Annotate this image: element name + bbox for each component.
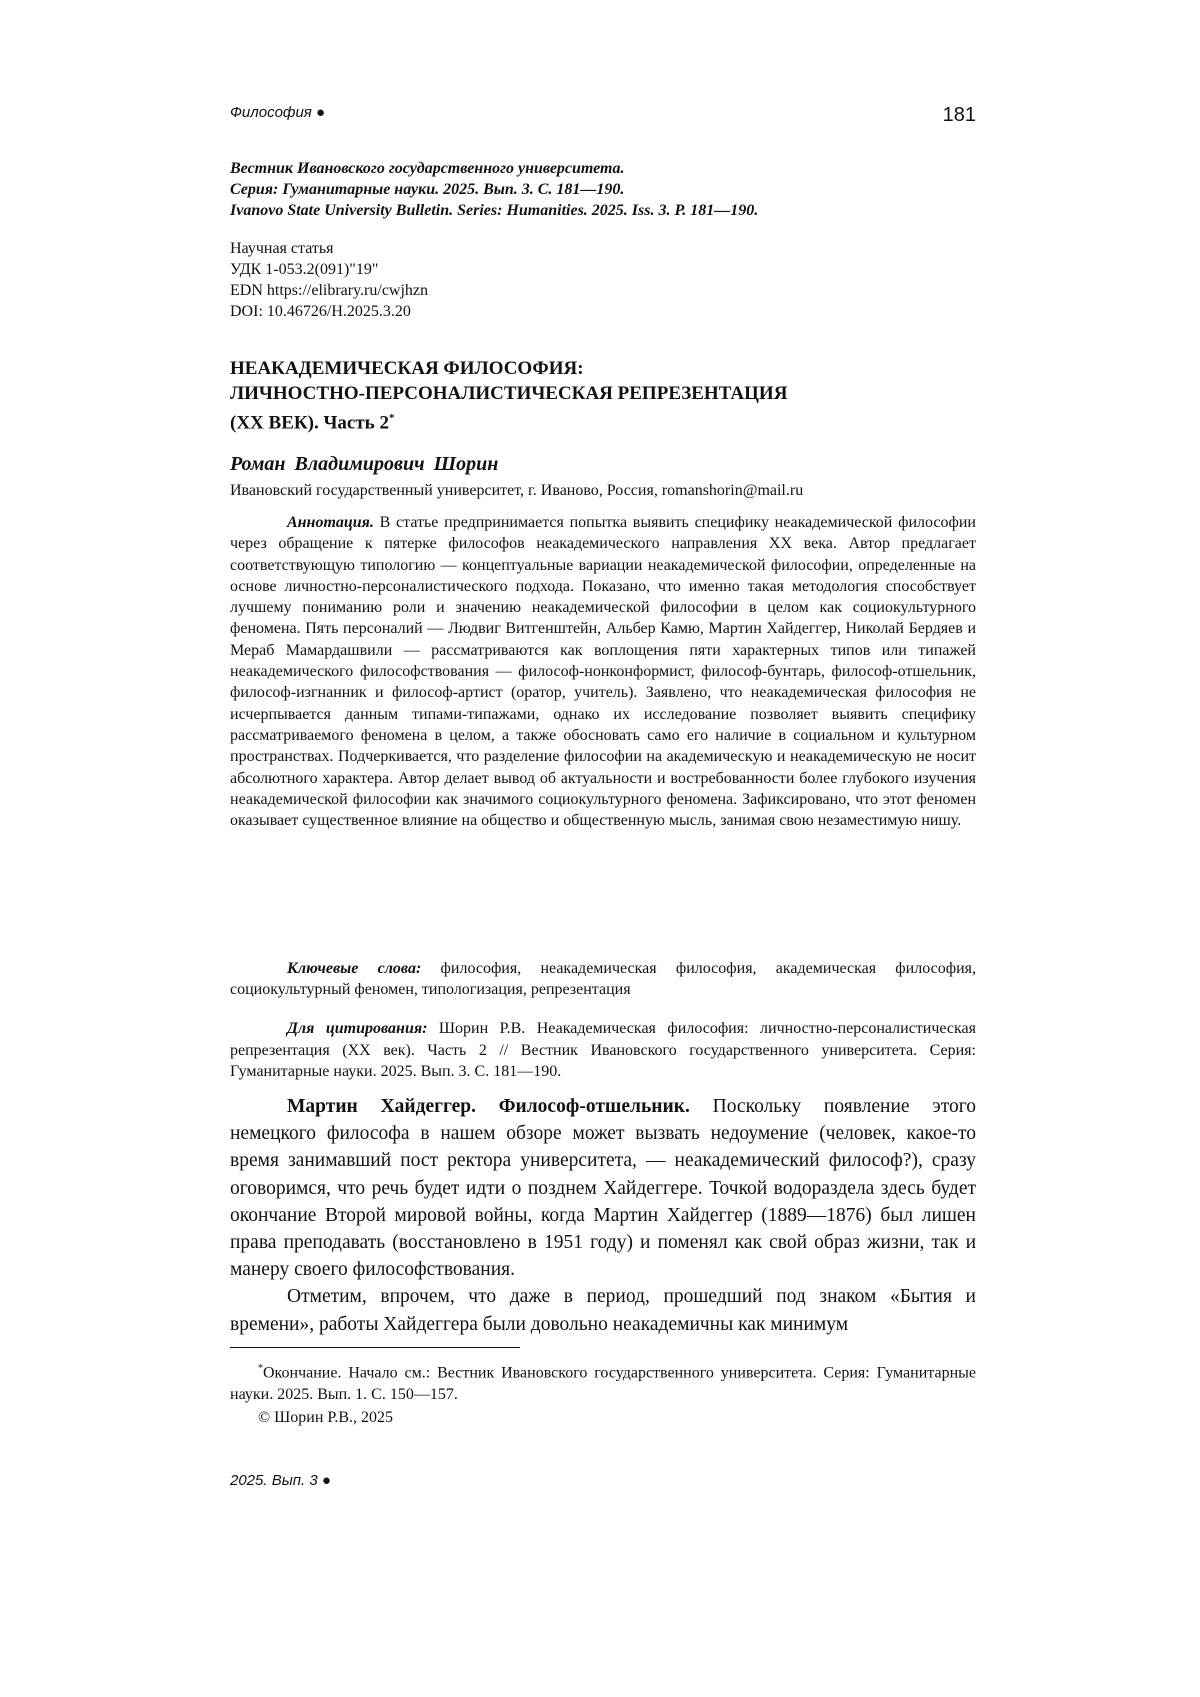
journal-line-2: Серия: Гуманитарные науки. 2025. Вып. 3. С. 181—190. <box>230 181 625 198</box>
title-line-1: НЕАКАДЕМИЧЕСКАЯ ФИЛОСОФИЯ: <box>230 358 584 379</box>
footnote <box>230 1358 976 1405</box>
journal-line-1: Вестник Ивановского государственного университета. <box>230 160 625 177</box>
copyright: © Шорин Р.В., 2025 <box>258 1409 393 1426</box>
footnote-divider <box>230 1347 520 1348</box>
journal-citation-block <box>230 158 976 221</box>
article-type: Научная статья <box>230 240 334 257</box>
abstract <box>230 512 976 831</box>
title-footnote-mark: * <box>388 412 395 424</box>
keywords-label: Ключевые слова: <box>287 960 422 977</box>
page-footer: 2025. Вып. 3 ● <box>230 1472 331 1489</box>
journal-line-3: Ivanovo State University Bulletin. Series: Humanities. 2025. Iss. 3. P. 181—190. <box>230 202 759 219</box>
article-body <box>230 1093 976 1338</box>
article-title <box>230 356 976 435</box>
body-paragraph: Отметим, впрочем, что даже в период, прошедший под знаком «Бытия и времени», работы Хайдеггера были довольно неакадемичны как минимум <box>230 1286 976 1335</box>
section-heading: Мартин Хайдеггер. Философ-отшельник. <box>287 1096 690 1117</box>
body-paragraph: Мартин Хайдеггер. Философ-отшельник. Поскольку появление этого немецкого философа в нашем обзоре может вызвать недоумение (человек, какое-то время занимавший пост ректора университета, — неакадемический философ?), сразу оговоримся, что речь будет идти о позднем Хайдеггере. Точкой водораздела здесь будет окончание Второй мировой войны, когда Мартин Хайдеггер (1889—1876) был лишен права преподавать (восстановлено в 1951 году) и поменял как свой образ жизни, так и манеру своего философствования. <box>230 1096 976 1281</box>
article-metadata <box>230 238 976 322</box>
author-affiliation: Ивановский государственный университет, г. Иваново, Россия, romanshorin@mail.ru <box>230 482 804 499</box>
keywords-text: философия, неакадемическая философия, академическая философия, социокультурный феномен, типологизация, репрезентация <box>230 960 977 998</box>
footnote-mark: * <box>258 1363 263 1374</box>
running-head <box>230 104 976 121</box>
udk-code: УДК 1-053.2(091)"19" <box>230 261 379 278</box>
citation-text: Шорин Р.В. Неакадемическая философия: личностно-персоналистическая репрезентация (XX век). Часть 2 // Вестник Ивановского государственного университета. Серия: Гуманитарные науки. 2025. Вып. 3. С. 181—190. <box>230 1020 977 1080</box>
citation <box>230 1018 976 1083</box>
abstract-text: В статье предпринимается попытка выявить специфику неакадемической философии через обращение к пятерке философов неакадемического направления XX века. Автор предлагает соответствующую типологию — концептуальные вариации неакадемической философии, определенные на основе личностно-персоналистического подхода. Показано, что именно такая методология способствует лучшему пониманию роли и значению неакадемической философии в целом как социокультурного феномена. Пять персоналий — Людвиг Витгенштейн, Альбер Камю, Мартин Хайдеггер, Николай Бердяев и Мераб Мамардашвили — рассматриваются как воплощения пяти характерных типов или типажей неакадемического философствования — философ-нонконформист, философ-бунтарь, философ-отшельник, философ-изгнанник и философ-артист (оратор, учитель). Заявлено, что неакадемическая философия не исчерпывается данным типами-типажами, однако их исследование позволяет выявить специфику рассматриваемого феномена в целом, а также обосновать само его наличие в социальном и культурном пространствах. Подчеркивается, что разделение философии на академическую и неакадемическую не носит абсолютного характера. Автор делает вывод об актуальности и востребованности более глубокого изучения неакадемической философии как значимого социокультурного феномена. Зафиксировано, что этот феномен оказывает существенное влияние на общество и общественную мысль, занимая свою незаместимую нишу. <box>230 514 976 830</box>
abstract-label: Аннотация. <box>287 514 374 531</box>
footnote-text: Окончание. Начало см.: Вестник Ивановского государственного университета. Серия: Гуманитарные науки. 2025. Вып. 1. С. 150—157. <box>230 1364 976 1403</box>
edn-link[interactable]: EDN https://elibrary.ru/cwjhzn <box>230 282 429 299</box>
doi[interactable]: DOI: 10.46726/H.2025.3.20 <box>230 303 411 320</box>
section-name: Философия ● <box>230 104 326 121</box>
keywords <box>230 958 976 1000</box>
author-name: Роман Владимирович Шорин <box>230 453 499 475</box>
title-line-3: (XX ВЕК). Часть 2* <box>230 412 395 434</box>
article-page <box>230 0 976 1697</box>
citation-label: Для цитирования: <box>287 1020 428 1037</box>
title-line-2: ЛИЧНОСТНО-ПЕРСОНАЛИСТИЧЕСКАЯ РЕПРЕЗЕНТАЦИЯ <box>230 383 788 404</box>
page-number: 181 <box>942 104 976 126</box>
